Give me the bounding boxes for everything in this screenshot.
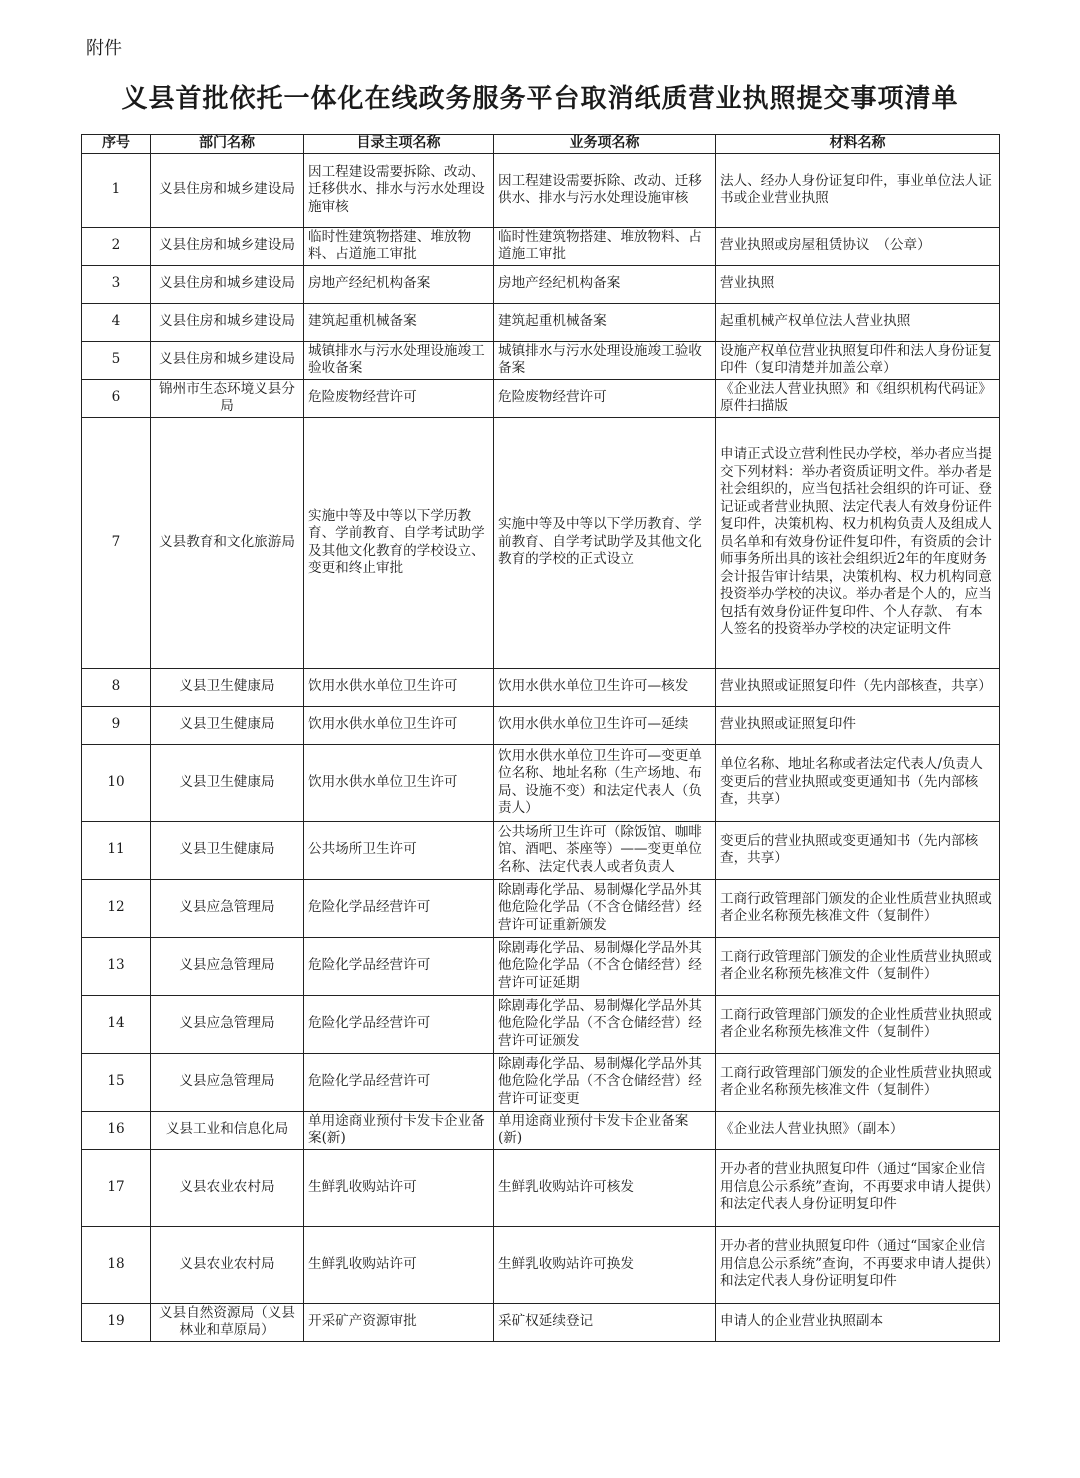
cell-materials: 营业执照 [716,265,1000,303]
table-row [82,227,1000,265]
table-row [82,879,1000,937]
cell-department: 义县农业农村局 [151,1226,304,1303]
cell-business-item: 危险废物经营许可 [494,379,716,417]
cell-materials: 开办者的营业执照复印件（通过“国家企业信用信息公示系统”查询，不再要求申请人提供）和法定代表人身份证明复印件 [716,1226,1000,1303]
cell-department: 义县应急管理局 [151,995,304,1053]
cell-directory-item: 临时性建筑物搭建、堆放物料、占道施工审批 [304,227,494,265]
cell-directory-item: 开采矿产资源审批 [304,1303,494,1341]
cell-no: 16 [82,1111,151,1149]
cell-no: 19 [82,1303,151,1341]
cell-materials: 营业执照或证照复印件（先内部核查，共享） [716,668,1000,706]
cell-directory-item: 城镇排水与污水处理设施竣工验收备案 [304,341,494,379]
table-row [82,668,1000,706]
cell-department: 义县住房和城乡建设局 [151,341,304,379]
cell-materials: 工商行政管理部门颁发的企业性质营业执照或者企业名称预先核准文件（复制件） [716,937,1000,995]
document-title: 义县首批依托一体化在线政务服务平台取消纸质营业执照提交事项清单 [121,84,959,114]
attachment-label: 附件 [86,38,122,59]
cell-department: 义县卫生健康局 [151,706,304,744]
cell-no: 5 [82,341,151,379]
cell-business-item: 单用途商业预付卡发卡企业备案(新) [494,1111,716,1149]
table-row [82,706,1000,744]
cell-business-item: 饮用水供水单位卫生许可—核发 [494,668,716,706]
cell-directory-item: 因工程建设需要拆除、改动、迁移供水、排水与污水处理设施审核 [304,153,494,227]
cell-materials: 营业执照或证照复印件 [716,706,1000,744]
cell-materials: 申请人的企业营业执照副本 [716,1303,1000,1341]
cell-no: 14 [82,995,151,1053]
cell-materials: 工商行政管理部门颁发的企业性质营业执照或者企业名称预先核准文件（复制件） [716,879,1000,937]
cell-directory-item: 饮用水供水单位卫生许可 [304,668,494,706]
cell-directory-item: 危险废物经营许可 [304,379,494,417]
cell-directory-item: 饮用水供水单位卫生许可 [304,706,494,744]
cell-business-item: 除剧毒化学品、易制爆化学品外其他危险化学品（不含仓储经营）经营许可证重新颁发 [494,879,716,937]
cell-directory-item: 实施中等及中等以下学历教育、学前教育、自学考试助学及其他文化教育的学校设立、变更和终止审批 [304,417,494,668]
cell-materials: 法人、经办人身份证复印件，事业单位法人证书或企业营业执照 [716,153,1000,227]
cell-department: 锦州市生态环境义县分局 [151,379,304,417]
cell-department: 义县住房和城乡建设局 [151,153,304,227]
cell-no: 12 [82,879,151,937]
cell-department: 义县应急管理局 [151,1053,304,1111]
cell-department: 义县卫生健康局 [151,668,304,706]
cell-business-item: 除剧毒化学品、易制爆化学品外其他危险化学品（不含仓储经营）经营许可证变更 [494,1053,716,1111]
cell-no: 7 [82,417,151,668]
cell-materials: 《企业法人营业执照》（副本） [716,1111,1000,1149]
cell-no: 4 [82,303,151,341]
table-row [82,821,1000,879]
table-row [82,153,1000,227]
cell-directory-item: 生鲜乳收购站许可 [304,1226,494,1303]
cell-materials: 起重机械产权单位法人营业执照 [716,303,1000,341]
cell-business-item: 生鲜乳收购站许可换发 [494,1226,716,1303]
table-row [82,995,1000,1053]
cell-materials: 单位名称、地址名称或者法定代表人/负责人变更后的营业执照或变更通知书（先内部核查，共享） [716,744,1000,821]
items-table [81,134,1000,1342]
cell-directory-item: 公共场所卫生许可 [304,821,494,879]
cell-no: 11 [82,821,151,879]
cell-materials: 《企业法人营业执照》和《组织机构代码证》原件扫描版 [716,379,1000,417]
cell-business-item: 除剧毒化学品、易制爆化学品外其他危险化学品（不含仓储经营）经营许可证颁发 [494,995,716,1053]
cell-business-item: 建筑起重机械备案 [494,303,716,341]
cell-business-item: 公共场所卫生许可（除饭馆、咖啡馆、酒吧、茶座等）——变更单位名称、法定代表人或者负责人 [494,821,716,879]
cell-directory-item: 饮用水供水单位卫生许可 [304,744,494,821]
cell-business-item: 城镇排水与污水处理设施竣工验收备案 [494,341,716,379]
cell-materials: 开办者的营业执照复印件（通过“国家企业信用信息公示系统”查询，不再要求申请人提供）和法定代表人身份证明复印件 [716,1149,1000,1226]
cell-no: 10 [82,744,151,821]
table-row [82,379,1000,417]
table-row [82,1149,1000,1226]
cell-no: 13 [82,937,151,995]
cell-no: 17 [82,1149,151,1226]
header-no: 序号 [82,135,151,154]
cell-department: 义县卫生健康局 [151,744,304,821]
cell-materials: 营业执照或房屋租赁协议 （公章） [716,227,1000,265]
cell-no: 18 [82,1226,151,1303]
header-directory-item: 目录主项名称 [304,135,494,154]
cell-materials: 工商行政管理部门颁发的企业性质营业执照或者企业名称预先核准文件（复制件） [716,1053,1000,1111]
cell-business-item: 实施中等及中等以下学历教育、学前教育、自学考试助学及其他文化教育的学校的正式设立 [494,417,716,668]
cell-department: 义县农业农村局 [151,1149,304,1226]
cell-department: 义县自然资源局（义县林业和草原局） [151,1303,304,1341]
cell-directory-item: 危险化学品经营许可 [304,1053,494,1111]
cell-department: 义县卫生健康局 [151,821,304,879]
cell-directory-item: 危险化学品经营许可 [304,879,494,937]
table-header-row [82,135,1000,154]
cell-no: 15 [82,1053,151,1111]
cell-business-item: 房地产经纪机构备案 [494,265,716,303]
cell-directory-item: 生鲜乳收购站许可 [304,1149,494,1226]
cell-no: 3 [82,265,151,303]
cell-directory-item: 房地产经纪机构备案 [304,265,494,303]
cell-no: 9 [82,706,151,744]
cell-business-item: 采矿权延续登记 [494,1303,716,1341]
table-body [82,153,1000,1341]
cell-business-item: 因工程建设需要拆除、改动、迁移供水、排水与污水处理设施审核 [494,153,716,227]
table-row [82,1226,1000,1303]
cell-no: 6 [82,379,151,417]
cell-directory-item: 危险化学品经营许可 [304,937,494,995]
table-row [82,303,1000,341]
cell-department: 义县住房和城乡建设局 [151,303,304,341]
cell-materials: 变更后的营业执照或变更通知书（先内部核查，共享） [716,821,1000,879]
cell-business-item: 饮用水供水单位卫生许可—延续 [494,706,716,744]
table-row [82,744,1000,821]
cell-business-item: 饮用水供水单位卫生许可—变更单位名称、地址名称（生产场地、布局、设施不变）和法定代表人（负责人） [494,744,716,821]
cell-business-item: 临时性建筑物搭建、堆放物料、占道施工审批 [494,227,716,265]
table-row [82,265,1000,303]
header-materials: 材料名称 [716,135,1000,154]
cell-materials: 工商行政管理部门颁发的企业性质营业执照或者企业名称预先核准文件（复制件） [716,995,1000,1053]
cell-department: 义县应急管理局 [151,879,304,937]
cell-materials: 申请正式设立营利性民办学校，举办者应当提交下列材料：举办者资质证明文件。举办者是社会组织的，应当包括社会组织的许可证、登记证或者营业执照、法定代表人有效身份证件复印件，决策机构、权力机构负责人及组成人员名单和有效身份证件复印件，有资质的会计师事务所出具的该社会组织近2年的年度财务会计报告审计结果，决策机构、权力机构同意投资举办学校的决议。举办者是个人的，应当包括有效身份证件复印件、个人存款、 有本人签名的投资举办学校的决定证明文件 [716,417,1000,668]
table-row [82,341,1000,379]
cell-directory-item: 建筑起重机械备案 [304,303,494,341]
table-row [82,417,1000,668]
table-row [82,1053,1000,1111]
table-row [82,1111,1000,1149]
table-row [82,1303,1000,1341]
cell-materials: 设施产权单位营业执照复印件和法人身份证复印件（复印清楚并加盖公章） [716,341,1000,379]
cell-directory-item: 单用途商业预付卡发卡企业备案(新) [304,1111,494,1149]
cell-department: 义县住房和城乡建设局 [151,265,304,303]
cell-no: 1 [82,153,151,227]
header-business-item: 业务项名称 [494,135,716,154]
cell-department: 义县住房和城乡建设局 [151,227,304,265]
cell-department: 义县应急管理局 [151,937,304,995]
cell-business-item: 除剧毒化学品、易制爆化学品外其他危险化学品（不含仓储经营）经营许可证延期 [494,937,716,995]
cell-department: 义县教育和文化旅游局 [151,417,304,668]
cell-no: 8 [82,668,151,706]
table-row [82,937,1000,995]
cell-department: 义县工业和信息化局 [151,1111,304,1149]
cell-directory-item: 危险化学品经营许可 [304,995,494,1053]
cell-no: 2 [82,227,151,265]
cell-business-item: 生鲜乳收购站许可核发 [494,1149,716,1226]
header-department: 部门名称 [151,135,304,154]
